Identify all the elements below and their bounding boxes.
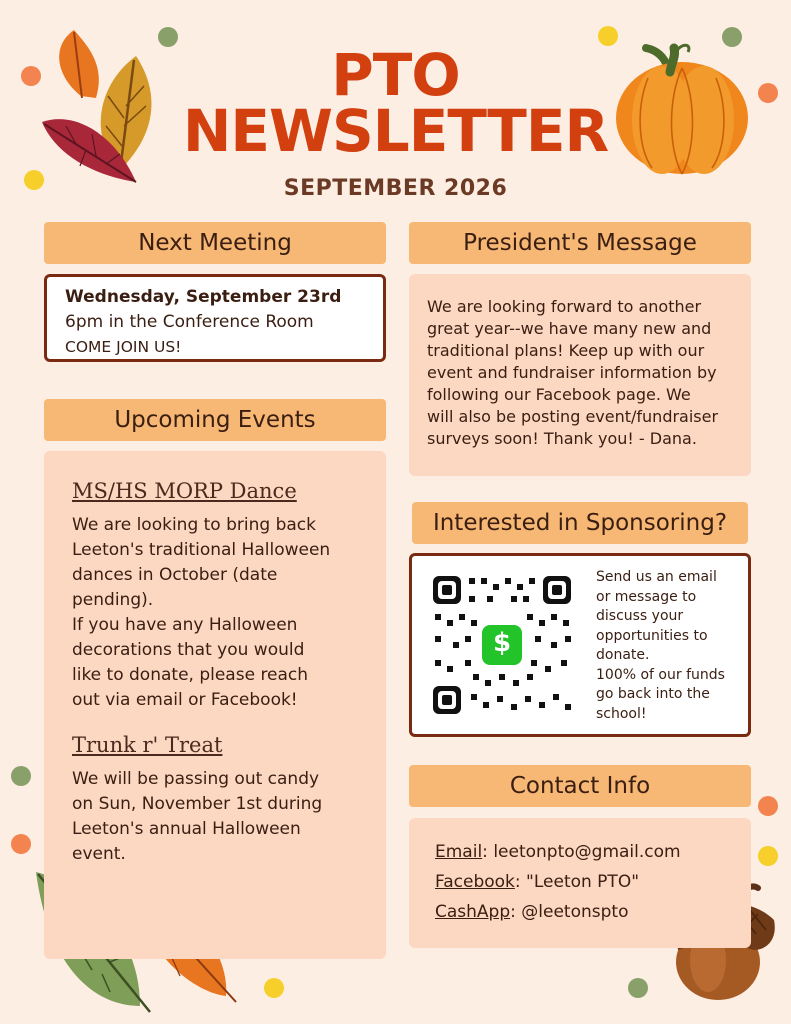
dot-decoration bbox=[11, 766, 31, 786]
message-line: We are looking forward to another bbox=[427, 297, 702, 316]
contact-facebook bbox=[435, 870, 751, 895]
message-line: traditional plans! Keep up with our bbox=[427, 341, 705, 360]
meeting-date: Wednesday, September 23rd bbox=[65, 287, 342, 307]
event-title: Trunk r' Treat bbox=[72, 733, 223, 757]
sponsoring-line: or message to bbox=[596, 588, 697, 605]
sponsoring-line: Send us an email bbox=[596, 569, 717, 585]
sponsoring-line: discuss your bbox=[596, 608, 684, 624]
dot-decoration bbox=[628, 978, 648, 998]
event-text-line: Leeton's annual Halloween bbox=[72, 819, 301, 839]
contact-label: CashApp bbox=[435, 902, 511, 922]
message-line: surveys soon! Thank you! - Dana. bbox=[427, 429, 697, 448]
event-title: MS/HS MORP Dance bbox=[72, 479, 297, 503]
event-text-line: like to donate, please reach bbox=[72, 665, 309, 685]
page-title: NEWSLETTER bbox=[182, 97, 609, 165]
message-line: following our Facebook page. We bbox=[427, 385, 691, 404]
sponsoring-heading: Interested in Sponsoring? bbox=[412, 502, 748, 544]
upcoming-events-heading: Upcoming Events bbox=[44, 399, 386, 441]
cashapp-link[interactable]: @leetonspto bbox=[521, 902, 629, 922]
message-line: event and fundraiser information by bbox=[427, 363, 717, 382]
message-line: great year--we have many new and bbox=[427, 319, 712, 338]
dot-decoration bbox=[264, 978, 284, 998]
next-meeting-box bbox=[44, 274, 386, 362]
message-line: will also be posting event/fundraiser bbox=[427, 407, 719, 426]
contact-sep: : bbox=[510, 902, 522, 922]
facebook-link[interactable]: "Leeton PTO" bbox=[526, 872, 640, 892]
contact-cashapp bbox=[435, 900, 751, 925]
upcoming-events-panel bbox=[44, 451, 386, 959]
sponsoring-box bbox=[409, 553, 751, 737]
sponsoring-line: 100% of our funds bbox=[596, 666, 725, 683]
sponsoring-line: school! bbox=[596, 705, 647, 722]
sponsoring-line: opportunities to bbox=[596, 627, 708, 644]
event-text-line: Leeton's traditional Halloween bbox=[72, 540, 331, 560]
dot-decoration bbox=[11, 834, 31, 854]
sponsoring-line: go back into the bbox=[596, 686, 710, 702]
event-text-line: If you have any Halloween bbox=[72, 615, 298, 635]
dot-decoration bbox=[758, 796, 778, 816]
sponsoring-text bbox=[596, 568, 746, 724]
next-meeting-heading: Next Meeting bbox=[44, 222, 386, 264]
contact-sep: : bbox=[514, 872, 527, 892]
dot-decoration bbox=[758, 846, 778, 866]
sponsoring-line: donate. bbox=[596, 647, 650, 663]
event-text-line: event. bbox=[72, 844, 126, 864]
event-text-line: decorations that you would bbox=[72, 640, 305, 660]
page-title: PTO bbox=[331, 41, 460, 109]
email-link[interactable]: leetonpto@gmail.com bbox=[493, 842, 681, 862]
issue-date: SEPTEMBER 2026 bbox=[283, 176, 508, 201]
event-text-line: dances in October (date bbox=[72, 565, 278, 585]
presidents-message-heading: President's Message bbox=[409, 222, 751, 264]
presidents-message-panel bbox=[409, 274, 751, 476]
meeting-location: 6pm in the Conference Room bbox=[65, 312, 314, 332]
contact-label: Facebook bbox=[435, 872, 515, 892]
event-text-line: We will be passing out candy bbox=[72, 769, 320, 789]
contact-info-panel bbox=[409, 818, 751, 948]
event-text-line: pending). bbox=[72, 590, 154, 610]
event-text-line: on Sun, November 1st during bbox=[72, 794, 323, 814]
cash-app-dollar-icon: $ bbox=[492, 628, 512, 658]
event-text-line: We are looking to bring back bbox=[72, 515, 316, 535]
event-text-line: out via email or Facebook! bbox=[72, 690, 298, 710]
contact-info-heading: Contact Info bbox=[409, 765, 751, 807]
meeting-cta: COME JOIN US! bbox=[65, 338, 182, 356]
contact-sep: : bbox=[482, 842, 494, 862]
contact-email bbox=[435, 840, 751, 865]
contact-label: Email bbox=[435, 842, 483, 862]
